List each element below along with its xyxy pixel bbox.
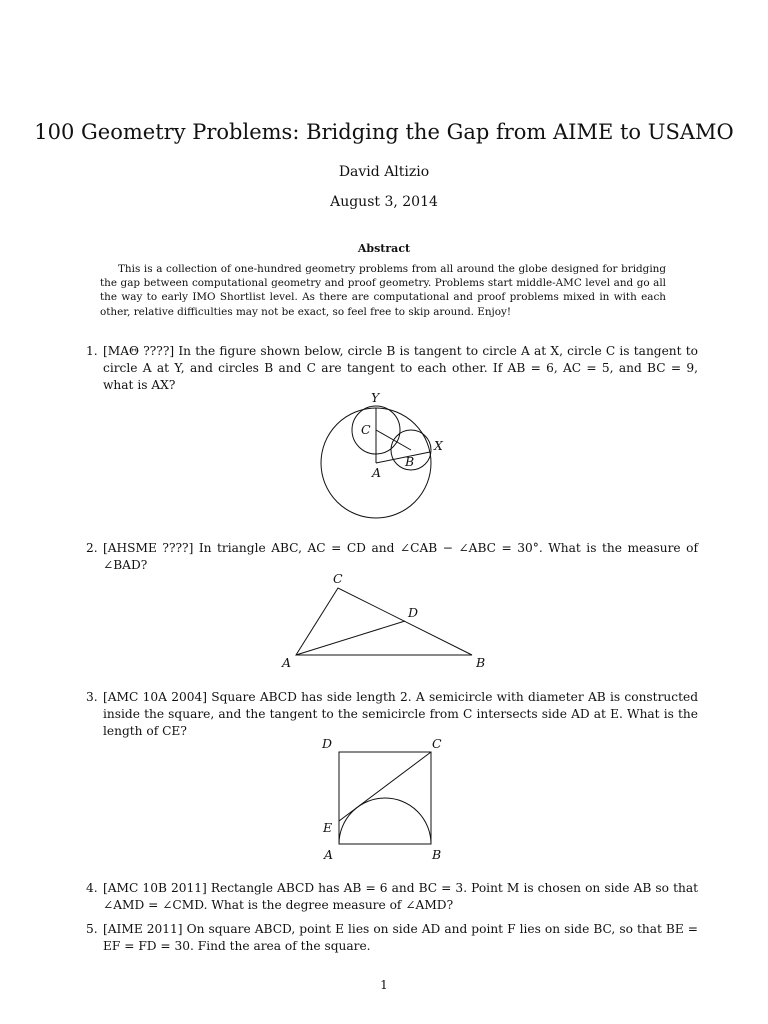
label-a: A [282, 655, 292, 670]
problem-number: 1. [86, 344, 98, 358]
label-b: B [432, 847, 442, 862]
segment-ad [296, 621, 405, 655]
segment-ax [376, 452, 430, 463]
problem-text: [AHSME ????] In triangle ABC, AC = CD and ∠CAB − ∠ABC = 30°. What is the measure of ∠BAD? [103, 541, 698, 572]
problem-1 [86, 343, 698, 394]
paper-title: 100 Geometry Problems: Bridging the Gap from AIME to USAMO [34, 120, 734, 144]
label-c: C [333, 571, 343, 586]
problem-text: [MAΘ ????] In the figure shown below, circle B is tangent to circle A at X, circle C is tangent to circle A at Y, and circles B and C are tangent to each other. If AB = 6, AC = 5, and BC = 9, what is AX? [103, 344, 698, 392]
label-c: C [361, 422, 371, 437]
label-e: E [323, 820, 333, 835]
label-a: A [372, 465, 382, 480]
figure-tangent-circles [312, 388, 452, 538]
publication-date: August 3, 2014 [330, 194, 438, 210]
problem-text: [AMC 10B 2011] Rectangle ABCD has AB = 6 and BC = 3. Point M is chosen on side AB so that ∠AMD = ∠CMD. What is the degree measure of ∠AMD? [103, 881, 698, 912]
triangle-abc [296, 588, 472, 655]
abstract-text: This is a collection of one-hundred geometry problems from all around the globe designed for bridging the gap between computational geometry and proof geometry. Problems start middle-AMC level and go all the way to early IMO Shortlist level. As there are computational and proof problems mixed in with each other, relative difficulties may not be exact, so feel free to skip around. Enjoy! [100, 263, 666, 318]
problem-5 [86, 921, 698, 955]
problem-number: 3. [86, 690, 98, 704]
label-b: B [476, 655, 486, 670]
label-b: B [405, 454, 415, 469]
label-d: D [322, 736, 333, 751]
label-x: X [434, 438, 443, 453]
label-d: D [408, 605, 419, 620]
semicircle [339, 798, 431, 844]
figure-square-semicircle [316, 732, 452, 866]
problem-number: 5. [86, 922, 98, 936]
problem-text: [AMC 10A 2004] Square ABCD has side length 2. A semicircle with diameter AB is constructed inside the square, and the tangent to the semicircle from C intersects side AD at E. What is the length of CE? [103, 690, 698, 738]
label-y: Y [371, 390, 380, 405]
abstract-heading: Abstract [357, 242, 411, 255]
problem-text: [AIME 2011] On square ABCD, point E lies on side AD and point F lies on side BC, so that BE = EF = FD = 30. Find the area of the square. [103, 922, 698, 953]
problem-number: 2. [86, 541, 98, 555]
page-number: 1 [380, 978, 388, 992]
problem-4 [86, 880, 698, 914]
label-c: C [432, 736, 442, 751]
figure-triangle-abc [276, 566, 496, 674]
problem-number: 4. [86, 881, 98, 895]
author-name: David Altizio [338, 164, 430, 180]
label-a: A [324, 847, 334, 862]
